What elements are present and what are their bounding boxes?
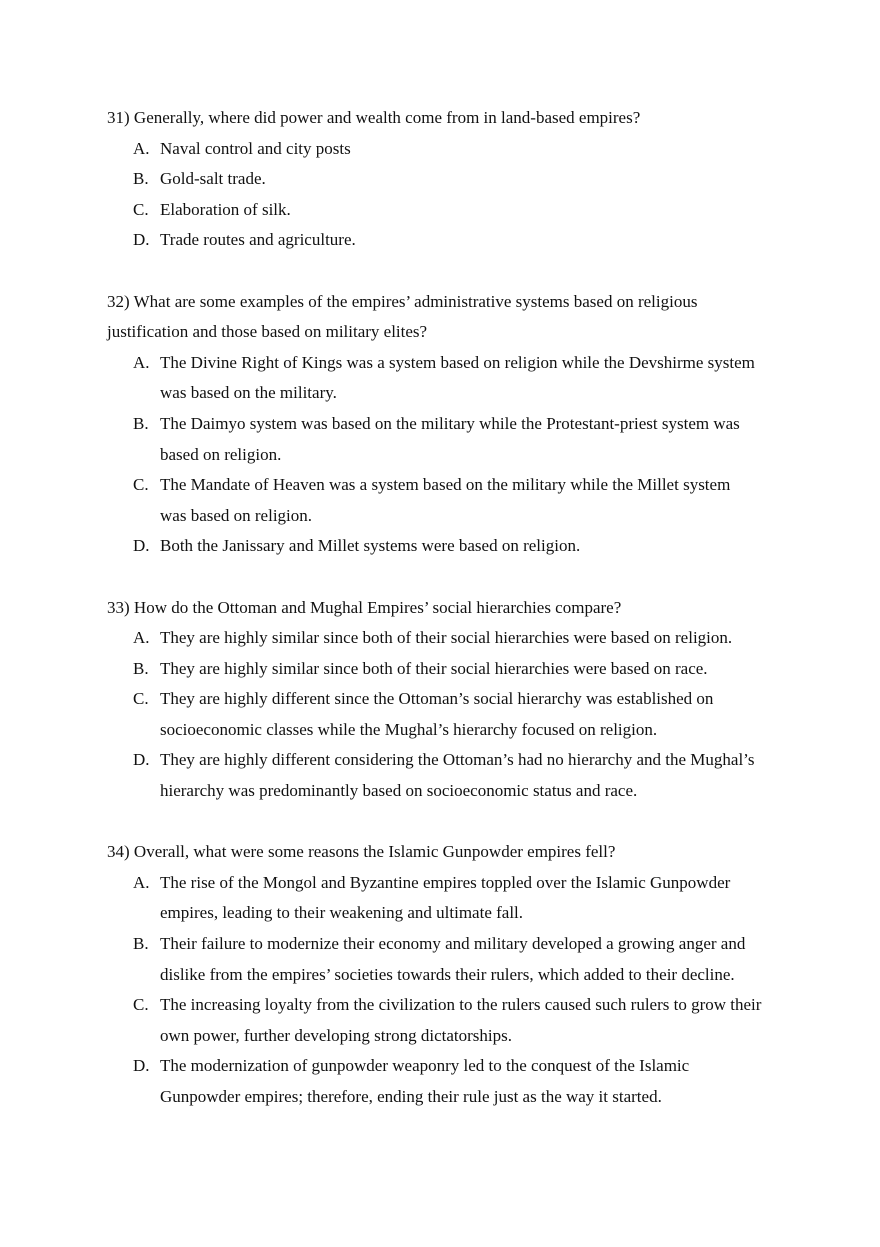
question-text-line <box>107 103 807 134</box>
question-block <box>107 837 807 1112</box>
question-text-line <box>107 287 807 318</box>
question-number: 31) <box>107 108 130 127</box>
question-text: Generally, where did power and wealth come from in land-based empires? <box>133 108 641 127</box>
option-letter: B. <box>133 413 149 433</box>
option-text-line: Gold-salt trade. <box>160 169 266 189</box>
answer-option <box>107 470 807 531</box>
option-text-line: The Mandate of Heaven was a system based on the military while the Millet system <box>160 475 731 495</box>
question-stem <box>107 287 807 348</box>
option-letter: D. <box>133 230 150 250</box>
question-text: Overall, what were some reasons the Islamic Gunpowder empires fell? <box>133 842 616 862</box>
option-text-line: Elaboration of silk. <box>160 199 291 219</box>
option-letter: C. <box>133 475 149 495</box>
answer-option <box>107 195 807 226</box>
question-stem <box>107 837 807 868</box>
answer-option <box>107 868 807 929</box>
option-letter: B. <box>133 169 149 189</box>
question-text: What are some examples of the empires’ administrative systems based on religious <box>133 291 698 311</box>
question-text-line <box>107 317 807 348</box>
question-text: justification and those based on military elites? <box>107 322 428 342</box>
answer-option <box>107 929 807 990</box>
question-block <box>107 103 807 256</box>
answer-option <box>107 409 807 470</box>
question-stem <box>107 593 807 624</box>
answer-option <box>107 990 807 1051</box>
question-text: How do the Ottoman and Mughal Empires’ social hierarchies compare? <box>133 597 622 617</box>
option-letter: C. <box>133 995 149 1015</box>
option-text-line: The Daimyo system was based on the military while the Protestant-priest system was <box>160 413 740 433</box>
question-text-line <box>107 837 807 868</box>
question-block <box>107 593 807 807</box>
option-letter: A. <box>133 138 150 158</box>
option-text-line: The modernization of gunpowder weaponry led to the conquest of the Islamic <box>160 1056 690 1076</box>
answer-option <box>107 164 807 195</box>
option-letter: A. <box>133 872 150 892</box>
option-text-line: They are highly similar since both of their social hierarchies were based on religion. <box>160 628 733 648</box>
answer-option <box>107 225 807 256</box>
question-number: 34) <box>107 842 130 862</box>
option-text-line: Naval control and city posts <box>160 138 351 158</box>
option-text-line: They are highly different considering the Ottoman’s had no hierarchy and the Mughal’s <box>160 750 755 770</box>
option-letter: C. <box>133 199 149 219</box>
answer-option <box>107 623 807 654</box>
option-text-line: The increasing loyalty from the civilization to the rulers caused such rulers to grow their <box>160 995 762 1015</box>
answer-option <box>107 684 807 745</box>
option-text-line: Gunpowder empires; therefore, ending their rule just as the way it started. <box>160 1087 662 1106</box>
option-text-line: Both the Janissary and Millet systems were based on religion. <box>160 536 581 556</box>
question-number: 32) <box>107 291 130 311</box>
option-letter: B. <box>133 934 149 954</box>
option-letter: A. <box>133 352 150 372</box>
option-text-line: socioeconomic classes while the Mughal’s hierarchy focused on religion. <box>160 719 658 739</box>
option-letter: D. <box>133 536 150 556</box>
option-text-line: based on religion. <box>160 444 282 464</box>
option-text-line: was based on the military. <box>160 383 337 403</box>
question-stem <box>107 103 807 134</box>
answer-option <box>107 654 807 685</box>
option-letter: D. <box>133 1056 150 1076</box>
option-text-line: The Divine Right of Kings was a system based on religion while the Devshirme system <box>160 352 755 372</box>
document-page <box>107 103 807 1143</box>
option-letter: C. <box>133 689 149 709</box>
answer-option <box>107 1051 807 1112</box>
question-number: 33) <box>107 597 130 617</box>
answer-option <box>107 348 807 409</box>
option-text-line: was based on religion. <box>160 505 313 525</box>
option-text-line: The rise of the Mongol and Byzantine empires toppled over the Islamic Gunpowder <box>160 872 731 892</box>
option-text-line: Their failure to modernize their economy and military developed a growing anger and <box>160 934 746 954</box>
question-block <box>107 287 807 562</box>
option-text-line: They are highly different since the Ottoman’s social hierarchy was established on <box>160 689 714 709</box>
option-text-line: empires, leading to their weakening and ultimate fall. <box>160 903 524 923</box>
option-text-line: dislike from the empires’ societies towards their rulers, which added to their decline. <box>160 964 735 984</box>
option-letter: D. <box>133 750 150 770</box>
option-text-line: own power, further developing strong dictatorships. <box>160 1025 512 1045</box>
option-text-line: They are highly similar since both of their social hierarchies were based on race. <box>160 658 708 678</box>
option-letter: B. <box>133 658 149 678</box>
option-text-line: hierarchy was predominantly based on socioeconomic status and race. <box>160 781 638 801</box>
question-text-line <box>107 593 807 624</box>
answer-option <box>107 134 807 165</box>
answer-option <box>107 531 807 562</box>
answer-option <box>107 745 807 806</box>
option-text-line: Trade routes and agriculture. <box>160 230 356 250</box>
option-letter: A. <box>133 628 150 648</box>
